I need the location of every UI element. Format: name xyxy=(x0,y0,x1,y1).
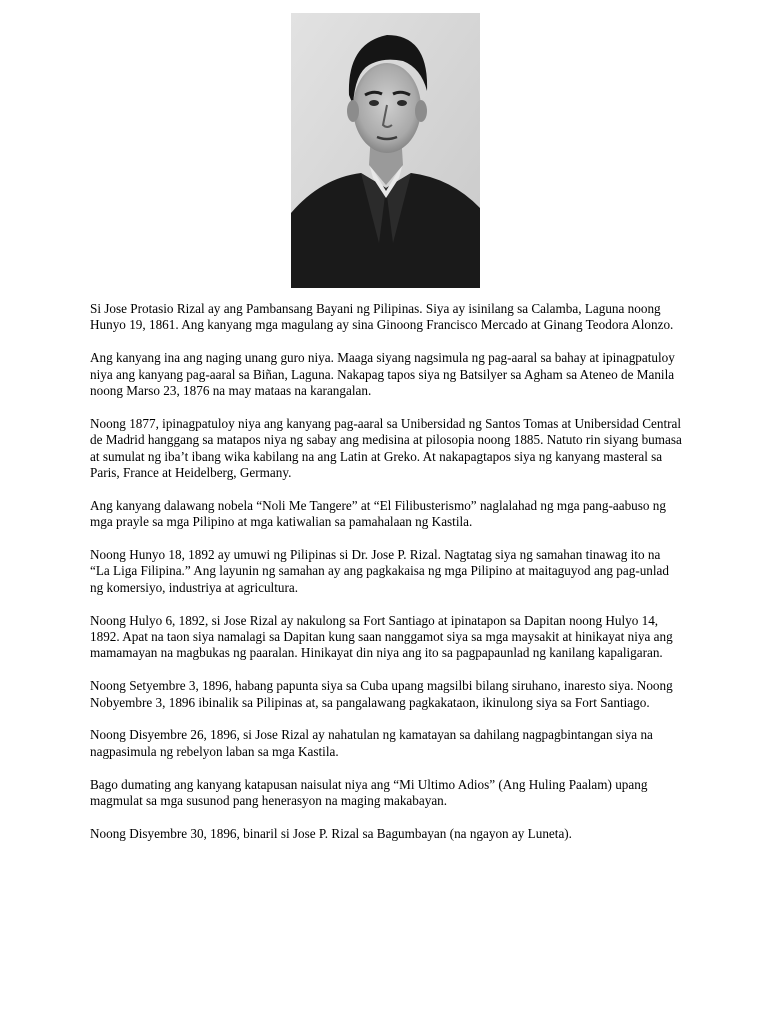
portrait-photo xyxy=(291,13,480,288)
paragraph-10: Noong Disyembre 30, 1896, binaril si Jose P. Rizal sa Bagumbayan (na ngayon ay Luneta). xyxy=(90,825,572,841)
paragraph-1: Si Jose Protasio Rizal ay ang Pambansang Bayani ng Pilipinas. Siya ay isinilang sa Calamba, Laguna noong Hunyo 19, 1861. Ang kanyang mga magulang ay sina Ginoong Francisco Mercado at Ginang Teodora Alonzo. xyxy=(90,301,674,333)
paragraph-9: Bago dumating ang kanyang katapusan naisulat niya ang “Mi Ultimo Adios” (Ang Huling Paalam) upang magmulat sa mga susunod pang henerasyon na maging makabayan. xyxy=(90,776,648,809)
paragraph-5: Noong Hunyo 18, 1892 ay umuwi ng Pilipinas si Dr. Jose P. Rizal. Nagtatag siya ng samahan tinawag ito na “La Liga Filipina.” Ang layunin ng samahan ay ang pagkakaisa ng mga Pilipino at maitaguyod ang pag-unlad ng komersiyo, industriya at agricultura. xyxy=(90,547,670,595)
portrait-illustration xyxy=(291,13,480,288)
biography-text xyxy=(90,301,682,859)
paragraph-7: Noong Setyembre 3, 1896, habang papunta siya sa Cuba upang magsilbi bilang siruhano, inaresto siya. Noong Nobyembre 3, 1896 ibinalik sa Pilipinas at, sa pangalawang pagkakataon, ikinulong siya sa Fort Santiago. xyxy=(90,678,673,710)
paragraph-6: Noong Hulyo 6, 1892, si Jose Rizal ay nakulong sa Fort Santiago at ipinatapon sa Dapitan noong Hulyo 14, 1892. Apat na taon siya namalagi sa Dapitan kung saan nanggamot siya sa mga maysakit at hinikayat niya ang mamamayan na magbukas ng paaralan. Hinikayat din niya ang ito sa pagpapaunlad ng kanilang kapaligaran. xyxy=(90,612,673,661)
paragraph-2: Ang kanyang ina ang naging unang guro niya. Maaga siyang nagsimula ng pag-aaral sa bahay at ipinagpatuloy niya ang kanyang pag-aaral sa Biñan, Laguna. Nakapag tapos siya ng Batsilyer sa Agham sa Ateneo de Manila noong Marso 23, 1876 na may mataas na karangalan. xyxy=(90,350,675,399)
paragraph-8: Noong Disyembre 26, 1896, si Jose Rizal ay nahatulan ng kamatayan sa dahilang nagpagbintangan siya na nagpasimula ng rebelyon laban sa mga Kastila. xyxy=(90,727,653,759)
paragraph-4: Ang kanyang dalawang nobela “Noli Me Tangere” at “El Filibusterismo” naglalahad ng mga pang-aabuso ng mga prayle sa mga Pilipino at mga katiwalian sa pamahalaan ng Kastila. xyxy=(90,497,666,530)
paragraph-3: Noong 1877, ipinagpatuloy niya ang kanyang pag-aaral sa Unibersidad ng Santos Tomas at Unibersidad Central de Madrid hanggang sa matapos niya ng sabay ang medisina at pilosopia noong 1885. Natuto rin siyang bumasa at sumulat ng iba’t ibang wika kabilang na ang Latin at Greko. At nakapagtapos siya ng kanyang masteral sa Paris, France at Heidelberg, Germany. xyxy=(90,415,682,481)
